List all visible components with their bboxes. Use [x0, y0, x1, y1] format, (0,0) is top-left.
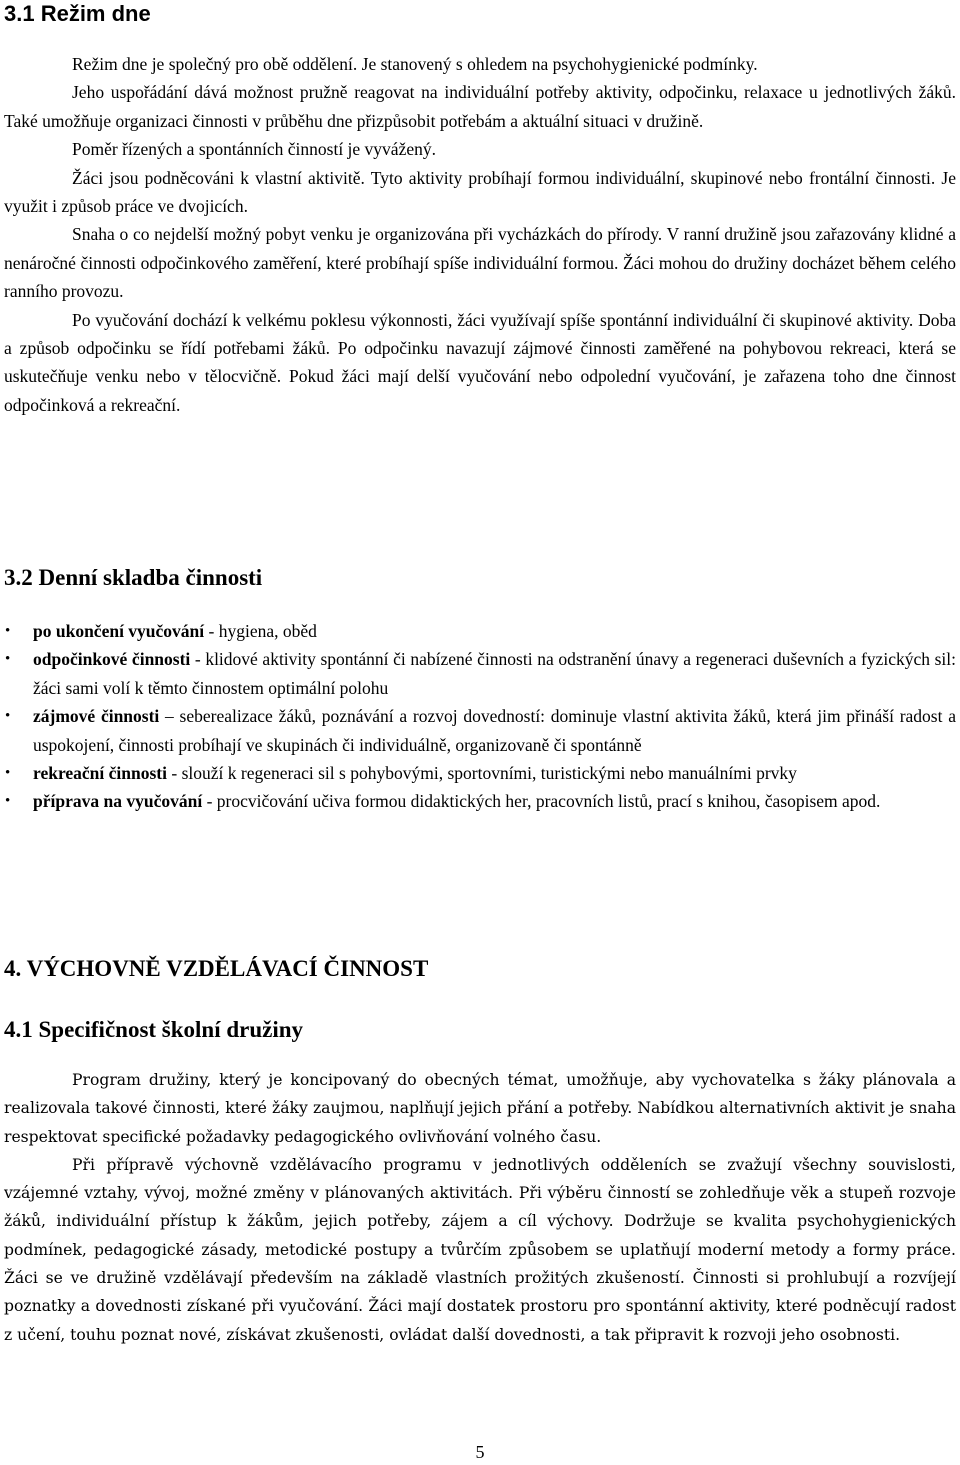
- paragraph: Program družiny, který je koncipovaný do obecných témat, umožňuje, aby vychovatelka s žáky plánovala a realizovala takové činnosti, které žáky zaujmou, naplňují jejich přání a potřeby. Nabídkou alternativních aktivit je snaha respektovat specifické požadavky pedagogického ovlivňování volného času.: [4, 1071, 956, 1146]
- list-item-text: - hygiena, oběd: [204, 621, 317, 641]
- bullet-icon: •: [5, 765, 11, 782]
- list-item: [4, 702, 956, 759]
- list-item-term: zájmové činnosti: [33, 706, 160, 727]
- list-item-text: - klidové aktivity spontánní či nabízené činnosti na odstranění únavy a regeneraci duševních a fyzických sil: žáci sami volí k těmto činnostem optimální polohu: [33, 649, 956, 698]
- paragraph: Při přípravě výchovně vzdělávacího programu v jednotlivých odděleních se zvažují všechny souvislosti, vzájemné vztahy, vývoj, možné změny v plánovaných aktivitách. Při výběru činností se zohledňuje věk a stupeň rozvoje žáků, individuální přístup k žákům, jejich potřeby, zájem a cíl výchovy. Dodržuje se kvalita psychohygienických podmínek, pedagogické zásady, metodické postupy a tvůrčím způsobem se uplatňují moderní metody a formy práce. Žáci se ve družině vzdělávají především na základě vlastních prožitých zkušeností. Činnosti si prohlubují a rozvíjejí poznatky a dovednosti získané při vyučování. Žáci mají dostatek prostoru pro spontánní aktivity, které podněcují radost z učení, touhu poznat nové, získávat zkušenosti, ovládat další dovednosti, a tak připravit k rozvoji jeho osobnosti.: [4, 1155, 956, 1344]
- paragraph: Poměr řízených a spontánních činností je vyvážený.: [72, 139, 436, 160]
- list-item-term: po ukončení vyučování: [33, 621, 205, 641]
- list-item: [4, 759, 956, 787]
- list-item: [4, 645, 956, 702]
- paragraph: Žáci jsou podněcováni k vlastní aktivitě. Tyto aktivity probíhají formou individuální, skupinové nebo frontální činnosti. Je využit i způsob práce ve dvojicích.: [4, 167, 956, 217]
- bullet-icon: •: [5, 793, 11, 810]
- list-item-term: odpočinkové činnosti: [33, 649, 191, 670]
- paragraph: Jeho uspořádání dává možnost pružně reagovat na individuální potřeby aktivity, odpočinku, relaxace u jednotlivých žáků. Také umožňuje organizaci činnosti v průběhu dne přizpůsobit potřebám a aktuální situaci v družině.: [4, 82, 956, 131]
- list-item-term: příprava na vyučování: [33, 791, 203, 812]
- bullet-icon: •: [5, 623, 11, 639]
- list-item-text: – seberealizace žáků, poznávání a rozvoj dovedností: dominuje vlastní aktivita žáků, která jim přináší radost a uspokojení, činnosti probíhají ve skupinách či individuálně, organizovaně či spontánně: [33, 706, 956, 755]
- document-page: [4, 0, 956, 1465]
- paragraph: Po vyučování dochází k velkému poklesu výkonnosti, žáci využívají spíše spontánní individuální či skupinové aktivity. Doba a způsob odpočinku se řídí potřebami žáků. Po odpočinku navazují zájmové činnosti zaměřené na pohybovou rekreaci, která se uskutečňuje venku nebo v tělocvičně. Pokud žáci mají delší vyučování nebo odpolední vyučování, je zařazena toho dne činnost odpočinková a rekreační.: [4, 309, 956, 415]
- section-3-1-body: [4, 50, 956, 419]
- section-3-1-heading: 3.1 Režim dne: [4, 1, 151, 26]
- list-item-text: - slouží k regeneraci sil s pohybovými, sportovními, turistickými nebo manuálními prvky: [167, 763, 797, 784]
- page-number: 5: [475, 1442, 485, 1462]
- section-4-1-body: [4, 1066, 956, 1349]
- paragraph: Snaha o co nejdelší možný pobyt venku je organizována při vycházkách do přírody. V ranní družině jsou zařazovány klidné a nenáročné činnosti odpočinkového zaměření, které probíhají spíše individuální formou. Žáci mohou do družiny docházet během celého ranního provozu.: [4, 224, 956, 302]
- list-item: [4, 787, 956, 815]
- chapter-4-heading: 4. VÝCHOVNĚ VZDĚLÁVACÍ ČINNOST: [4, 956, 429, 981]
- bullet-icon: •: [5, 651, 11, 668]
- activity-list: [4, 617, 956, 816]
- section-4-1-heading: 4.1 Specifičnost školní družiny: [4, 1017, 304, 1042]
- paragraph: Režim dne je společný pro obě oddělení. Je stanovený s ohledem na psychohygienické podmínky.: [72, 54, 758, 74]
- section-3-2-heading: 3.2 Denní skladba činnosti: [4, 565, 263, 590]
- bullet-icon: •: [5, 708, 11, 725]
- list-item-term: rekreační činnosti: [33, 763, 168, 784]
- list-item-text: - procvičování učiva formou didaktických her, pracovních listů, prací s knihou, časopisem apod.: [202, 791, 881, 812]
- list-item: [4, 617, 956, 645]
